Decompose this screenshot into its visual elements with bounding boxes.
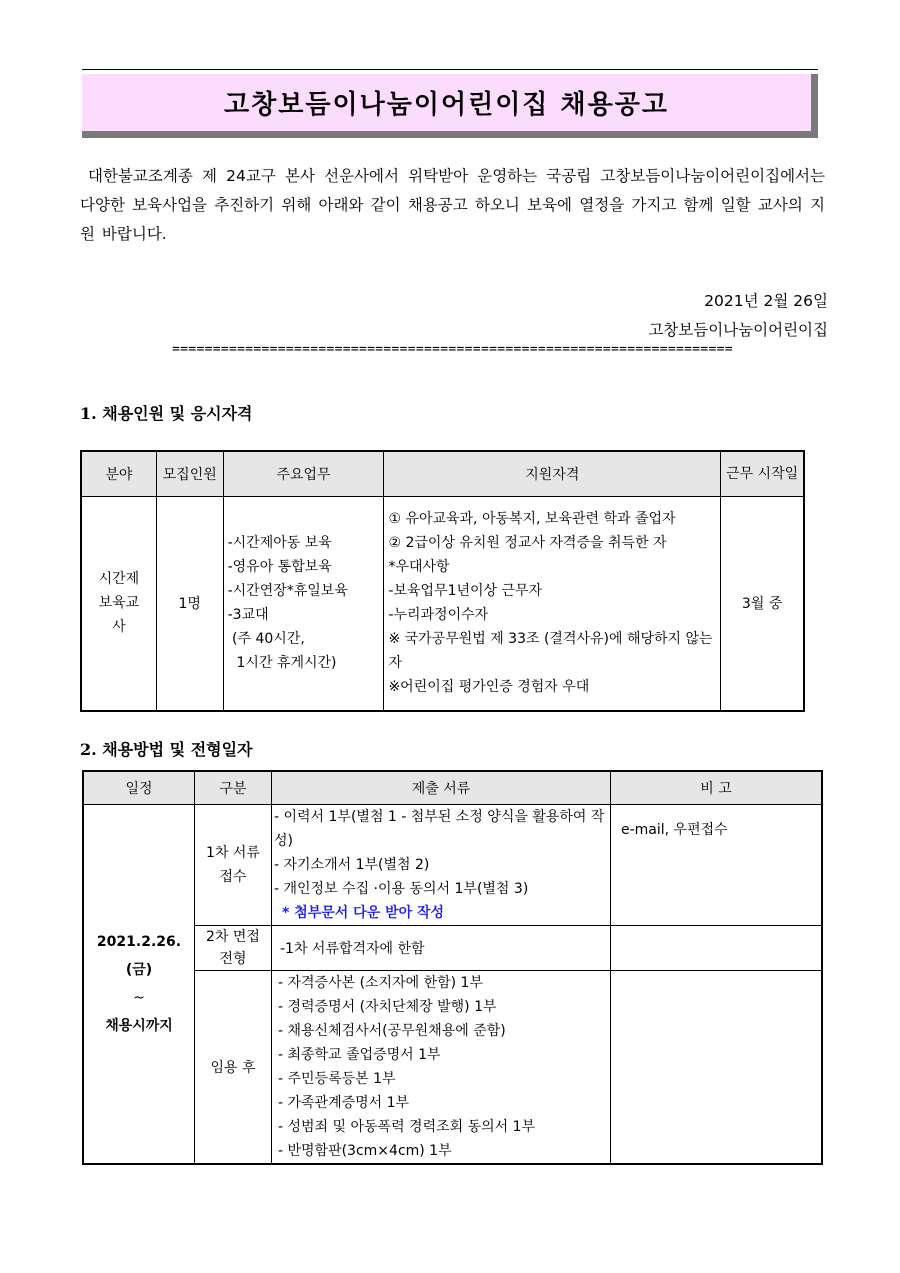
header-schedule: 일정 — [83, 771, 195, 805]
stage3-docs-cell — [272, 971, 611, 1165]
qualifications-cell — [384, 497, 721, 711]
duty-line: -3교대 — [227, 607, 269, 624]
qualification-line: ※어린이집 평가인증 경험자 우대 — [388, 679, 590, 696]
qualification-line: -보육업무1년이상 근무자 — [388, 583, 543, 600]
duty-line: -영유아 통합보육 — [227, 559, 332, 576]
qualification-line: ※ 국가공무원법 제 33조 (결격사유)에 해당하지 않는 자 — [388, 631, 713, 672]
title-box — [82, 74, 818, 138]
header-documents: 제출 서류 — [272, 771, 611, 805]
page-title: 고창보듬이나눔이어린이집 채용공고 — [224, 90, 669, 120]
stage2-docs-cell: -1차 서류합격자에 한함 — [272, 926, 611, 971]
separator-line: ===================================================================== — [172, 342, 733, 357]
field-cell: 시간제 보육교사 — [81, 497, 156, 711]
duty-line: -시간제아동 보육 — [227, 535, 332, 552]
doc-line: - 자기소개서 1부(별첨 2) — [274, 857, 430, 873]
stage1-docs-cell — [272, 805, 611, 926]
doc-line: - 채용신체검사서(공무원채용에 준함) — [278, 1023, 506, 1039]
start-cell: 3월 중 — [721, 497, 804, 711]
doc-line: - 경력증명서 (자치단체장 발행) 1부 — [278, 999, 497, 1015]
doc-line: - 주민등록등본 1부 — [278, 1071, 396, 1087]
schedule-tilde: ~ — [133, 990, 145, 1006]
duties-cell — [223, 497, 384, 711]
header-count: 모집인원 — [156, 451, 223, 497]
stage1-remark-cell: e-mail, 우편접수 — [611, 805, 823, 926]
doc-line: - 성범죄 및 아동폭력 경력조회 동의서 1부 — [278, 1119, 536, 1135]
doc-line: - 개인정보 수집 ·이용 동의서 1부(별첨 3) — [274, 881, 529, 897]
stage3-remark-cell — [611, 971, 823, 1165]
table-row — [83, 805, 822, 926]
section1-heading: 1. 채용인원 및 응시자격 — [80, 404, 253, 423]
qualification-line: -누리과정이수자 — [388, 607, 489, 624]
doc-line: - 반명함판(3cm×4cm) 1부 — [278, 1143, 452, 1159]
count-cell: 1명 — [156, 497, 223, 711]
qualification-line: *우대사항 — [388, 559, 450, 576]
qualification-line: ② 2급이상 유치원 정교사 자격증을 취득한 자 — [388, 535, 667, 552]
notice-date: 2021년 2월 26일 — [704, 292, 828, 310]
schedule-table — [82, 770, 823, 1165]
section2-heading: 2. 채용방법 및 전형일자 — [80, 740, 253, 759]
schedule-end: 채용시까지 — [105, 1018, 173, 1034]
duty-line: (주 40시간, — [227, 631, 305, 648]
recruitment-table — [80, 450, 805, 712]
header-duties: 주요업무 — [223, 451, 384, 497]
duty-line: -시간연장*휴일보육 — [227, 583, 348, 600]
attachment-note: * 첨부문서 다운 받아 작성 — [282, 905, 445, 921]
stage3-cell: 임용 후 — [195, 971, 272, 1165]
schedule-start: 2021.2.26.(금) — [96, 934, 182, 978]
header-stage: 구분 — [195, 771, 272, 805]
table-row — [83, 971, 822, 1165]
duty-line: 1시간 휴게시간) — [227, 655, 337, 672]
table-row — [83, 926, 822, 971]
header-qualifications: 지원자격 — [384, 451, 721, 497]
table-header-row — [83, 771, 822, 805]
header-field: 분야 — [81, 451, 156, 497]
title-banner — [82, 69, 818, 141]
doc-line: - 최종학교 졸업증명서 1부 — [278, 1047, 441, 1063]
header-remark: 비 고 — [611, 771, 823, 805]
doc-line: - 자격증사본 (소지자에 한함) 1부 — [278, 975, 483, 991]
header-start: 근무 시작일 — [721, 451, 804, 497]
intro-paragraph: 대한불교조계종 제 24교구 본사 선운사에서 위탁받아 운영하는 국공립 고창보듬이나눔이어린이집에서는 다양한 보육사업을 추진하기 위해 아래와 같이 채용공고 하오니 보육에 열정을 가지고 함께 일할 교사의 지원 바랍니다. — [80, 167, 825, 243]
qualification-line: ① 유아교육과, 아동복지, 보육관련 학과 졸업자 — [388, 511, 676, 528]
stage1-cell: 1차 서류접수 — [195, 805, 272, 926]
organization-name: 고창보듬이나눔이어린이집 — [648, 321, 828, 339]
date-block — [648, 287, 828, 345]
doc-line: - 가족관계증명서 1부 — [278, 1095, 410, 1111]
stage2-remark-cell — [611, 926, 823, 971]
stage2-cell: 2차 면접전형 — [195, 926, 272, 971]
table-header-row — [81, 451, 804, 497]
schedule-cell — [83, 805, 195, 1165]
table-row — [81, 497, 804, 711]
doc-line: - 이력서 1부(별첨 1 - 첨부된 소정 양식을 활용하여 작성) — [274, 809, 605, 849]
